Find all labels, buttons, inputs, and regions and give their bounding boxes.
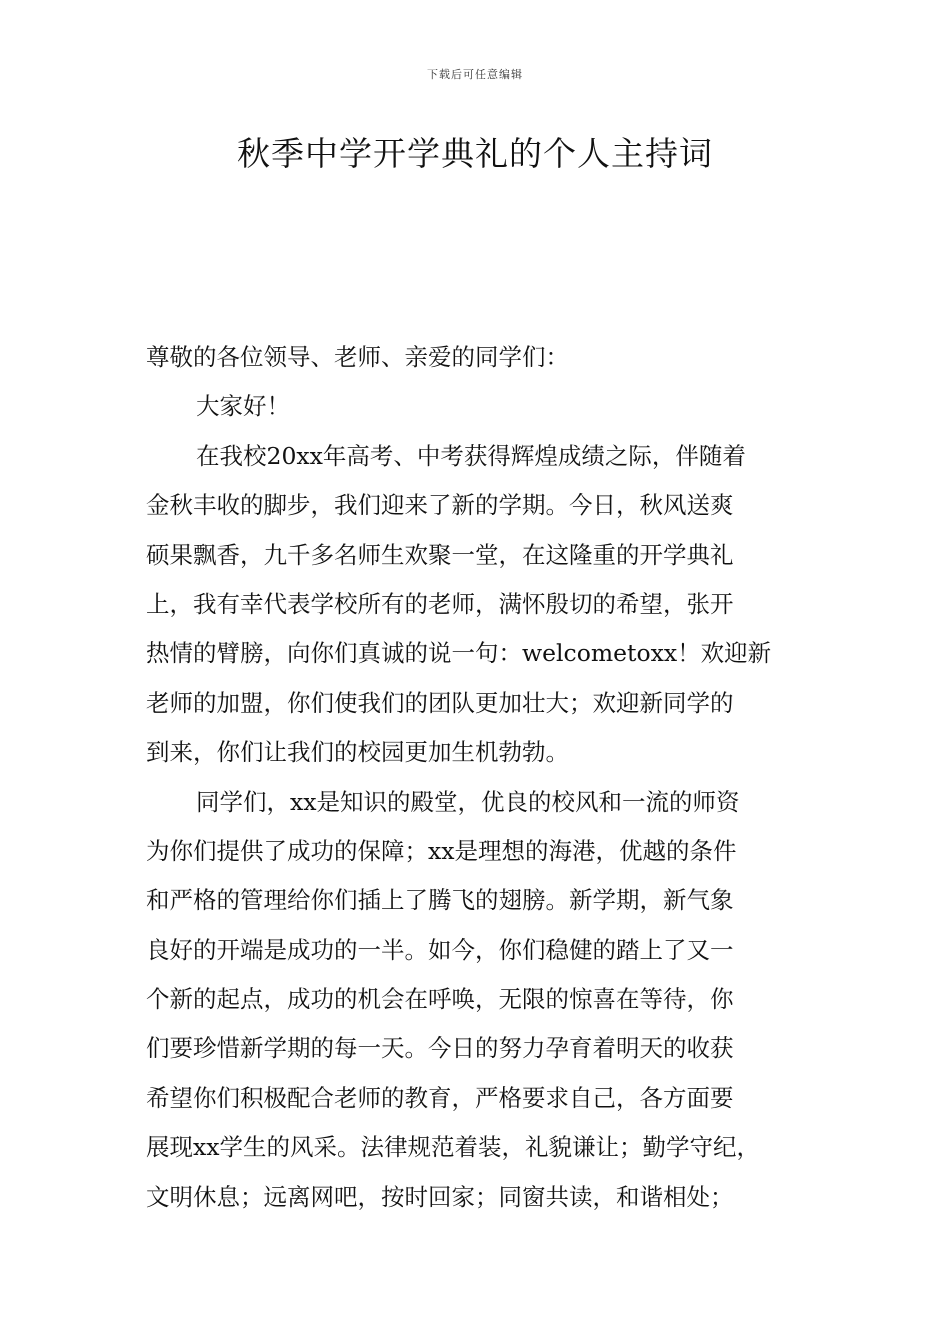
text-line: 老师的加盟，你们使我们的团队更加壮大；欢迎新同学的 <box>146 688 734 717</box>
text-line: 在我校20xx年高考、中考获得辉煌成绩之际，伴随着 <box>196 441 746 470</box>
text-line: 展现xx学生的风采。法律规范着装，礼貌谦让；勤学守纪， <box>146 1133 761 1162</box>
text-line: 希望你们积极配合老师的教育，严格要求自己，各方面要 <box>146 1083 734 1112</box>
text-line: 热情的臂膀，向你们真诚的说一句：welcometoxx！欢迎新 <box>146 639 772 668</box>
text-line: 和严格的管理给你们插上了腾飞的翅膀。新学期，新气象 <box>146 886 734 915</box>
text-line: 硕果飘香，九千多名师生欢聚一堂，在这隆重的开学典礼 <box>146 540 734 569</box>
text-line: 大家好！ <box>196 392 290 421</box>
text-line: 金秋丰收的脚步，我们迎来了新的学期。今日，秋风送爽 <box>146 491 734 520</box>
text-line: 尊敬的各位领导、老师、亲爱的同学们： <box>146 343 569 371</box>
text-line: 到来，你们让我们的校园更加生机勃勃。 <box>146 738 569 767</box>
text-line: 个新的起点，成功的机会在呼唤，无限的惊喜在等待，你 <box>146 985 734 1014</box>
text-line: 为你们提供了成功的保障；xx是理想的海港，优越的条件 <box>146 836 737 865</box>
text-line: 上，我有幸代表学校所有的老师，满怀殷切的希望，张开 <box>146 589 734 618</box>
text-line: 文明休息；远离网吧，按时回家；同窗共读，和谐相处； <box>146 1182 734 1211</box>
text-line: 同学们，xx是知识的殿堂，优良的校风和一流的师资 <box>196 787 740 816</box>
header-note: 下载后可任意编辑 <box>427 68 523 81</box>
text-line: 良好的开端是成功的一半。如今，你们稳健的踏上了又一 <box>146 935 734 964</box>
text-line: 们要珍惜新学期的每一天。今日的努力孕育着明天的收获 <box>146 1034 734 1063</box>
document-body <box>146 333 828 1222</box>
document-title: 秋季中学开学典礼的个人主持词 <box>237 134 713 173</box>
